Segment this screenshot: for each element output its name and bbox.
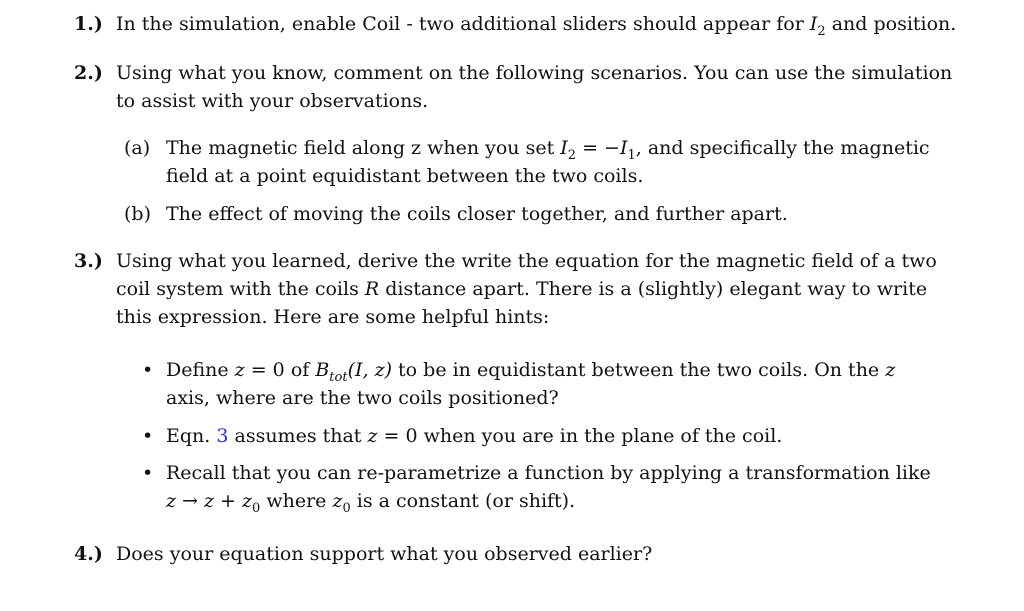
bullet-icon: • (142, 359, 154, 381)
hint-text: Define z = 0 of $B_{tot}(I$, z) to be in equidistant between the two coils. On the z axis, where are the two coils positioned? (166, 359, 896, 409)
question-number: 4.) (74, 543, 103, 565)
sub-label: (b) (124, 203, 151, 225)
question-number: 2.) (74, 62, 103, 84)
sub-question-text: The magnetic field along z when you set $I_2 = -I_1$, and specifically the magnetic field at a point equidistant between the two coils. (166, 137, 930, 187)
bullet-icon: • (142, 462, 154, 484)
hint-text: Recall that you can re-parametrize a function by applying a transformation like $z \to z + z_0$ where $z_0$ is a constant (or shift). (166, 462, 931, 516)
question-text: In the simulation, enable Coil - two additional sliders should appear for $I_2$ and position. (116, 13, 957, 39)
question-text: Using what you know, comment on the following scenarios. You can use the simulation to assist with your observations. (116, 62, 953, 112)
hint-text: Eqn. 3 assumes that z = 0 when you are in the plane of the coil. (166, 425, 783, 447)
bullet-icon: • (142, 425, 154, 447)
equation-reference-link[interactable]: 3 (216, 425, 229, 447)
sub-question-text: The effect of moving the coils closer together, and further apart. (166, 203, 788, 225)
question-text: Does your equation support what you observed earlier? (116, 543, 653, 565)
question-number: 3.) (74, 250, 103, 272)
question-text: Using what you learned, derive the write the equation for the magnetic field of a two coil system with the coils R distance apart. There is a (slightly) elegant way to write this expression. Here are some helpful hints: (116, 250, 937, 328)
sub-label: (a) (124, 137, 151, 159)
question-number: 1.) (74, 13, 103, 35)
